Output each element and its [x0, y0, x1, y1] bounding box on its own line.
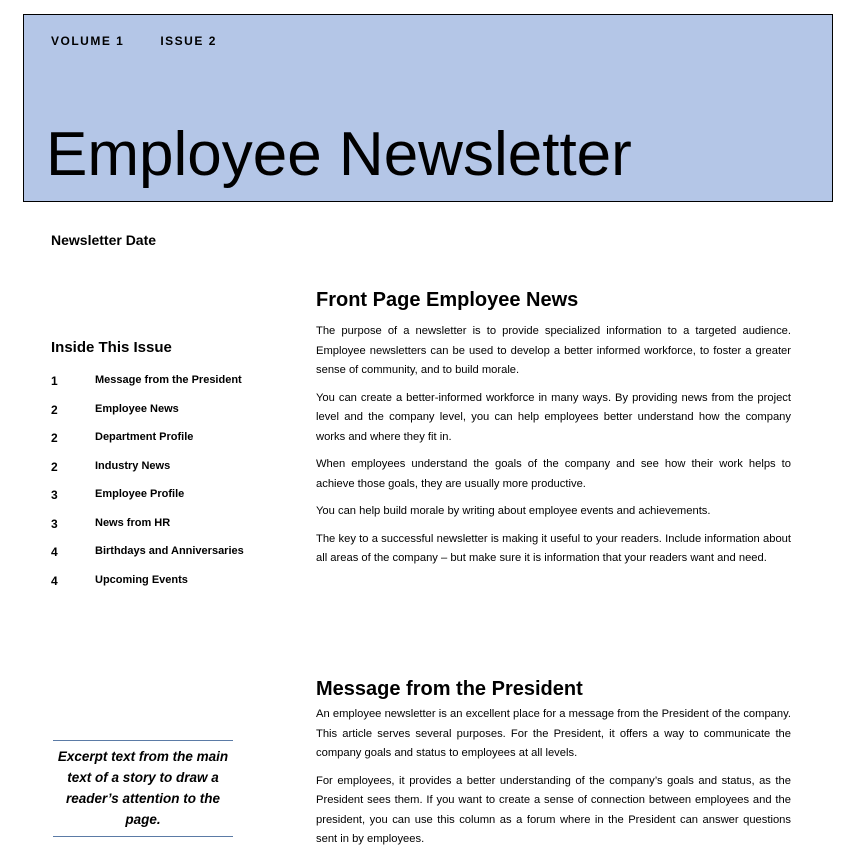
inside-this-issue-heading: Inside This Issue	[51, 339, 172, 356]
toc-row	[51, 545, 261, 574]
toc-page-number: 4	[51, 573, 58, 588]
toc-entry-label: Employee Profile	[95, 488, 185, 500]
toc-row	[51, 403, 261, 432]
article-paragraph: You can help build morale by writing about employee events and achievements.	[316, 505, 711, 517]
toc-row	[51, 517, 261, 546]
toc-entry-label: News from HR	[95, 516, 171, 529]
toc-row	[51, 488, 261, 517]
article-paragraph: An employee newsletter is an excellent place for a message from the President of the company. This article serves several purposes. For the President, it offers a way to communicate the company goals and status to employees at all levels.	[316, 708, 791, 759]
toc-entry-label: Industry News	[95, 459, 171, 472]
newsletter-title: Employee Newsletter	[46, 120, 632, 189]
toc-row	[51, 374, 261, 403]
article-paragraph: You can create a better-informed workforce in many ways. By providing news from the project level and the company level, you can help employees better understand how the company works and where they fit in.	[316, 391, 791, 443]
table-of-contents	[51, 374, 261, 602]
article-paragraph: When employees understand the goals of the company and see how their work helps to achieve those goals, they are usually more productive.	[316, 458, 791, 490]
toc-page-number: 3	[51, 488, 58, 502]
toc-page-number: 3	[51, 516, 58, 531]
issue-line	[51, 34, 217, 48]
section-heading: Front Page Employee News	[316, 289, 579, 311]
toc-row	[51, 460, 261, 489]
toc-entry-label: Department Profile	[95, 431, 194, 443]
president-message-section	[316, 678, 791, 858]
toc-page-number: 2	[51, 459, 58, 474]
toc-entry-label: Birthdays and Anniversaries	[95, 545, 244, 557]
issue-label: ISSUE 2	[160, 34, 217, 48]
toc-entry-label: Upcoming Events	[95, 573, 188, 586]
article-paragraph: The purpose of a newsletter is to provide specialized information to a targeted audience. Employee newsletters can be used to develop a better informed workforce, to foster a greater sense of community, and to build morale.	[316, 325, 791, 376]
article-paragraph: For employees, it provides a better understanding of the company’s goals and status, as the President sees them. If you want to create a sense of connection between employees and the president, you can use this column as a forum where in the President can answer questions sent in by employees.	[316, 774, 791, 845]
newsletter-date: Newsletter Date	[51, 232, 157, 248]
toc-page-number: 4	[51, 545, 58, 559]
front-page-news-section	[316, 289, 791, 577]
toc-row	[51, 574, 261, 603]
section-heading: Message from the President	[316, 678, 583, 700]
toc-page-number: 2	[51, 431, 58, 445]
masthead-banner	[23, 14, 833, 202]
toc-page-number: 2	[51, 402, 58, 417]
toc-entry-label: Employee News	[95, 402, 179, 415]
toc-row	[51, 431, 261, 460]
toc-page-number: 1	[51, 374, 58, 388]
volume-label: VOLUME 1	[51, 34, 125, 48]
article-paragraph: The key to a successful newsletter is making it useful to your readers. Include information about all areas of the company – but make sure it is information that your readers want and need.	[316, 532, 791, 564]
pull-quote: Excerpt text from the main text of a story to draw a reader’s attention to the page.	[53, 740, 233, 837]
toc-entry-label: Message from the President	[95, 374, 242, 386]
